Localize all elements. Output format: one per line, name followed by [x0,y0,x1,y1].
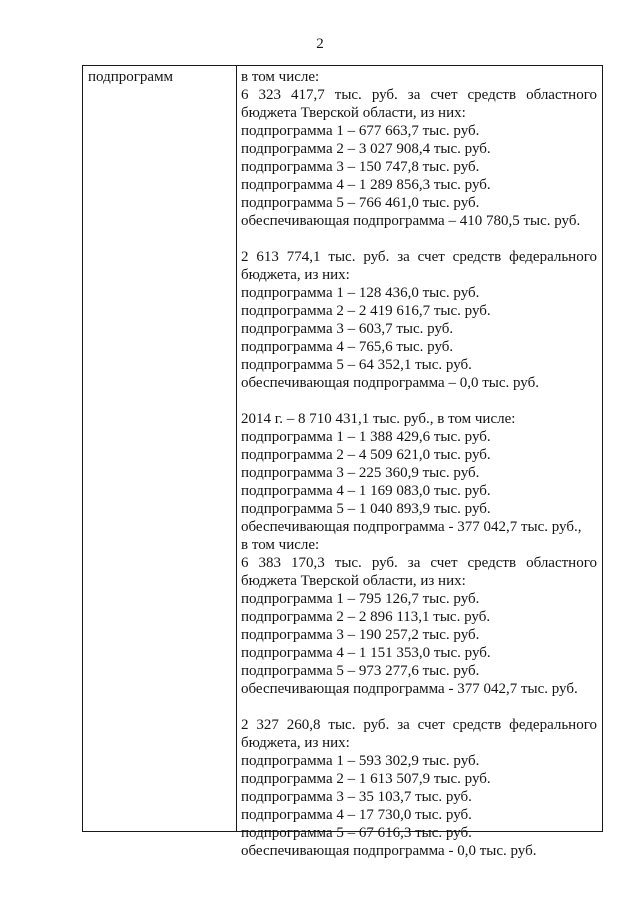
text-line: подпрограмма 2 – 3 027 908,4 тыс. руб. [241,141,491,157]
paragraph-gap [241,392,597,410]
text-line: в том числе: [241,69,320,85]
text-line: подпрограмма 3 – 35 103,7 тыс. руб. [241,789,472,805]
text-line: подпрограмма 1 – 128 436,0 тыс. руб. [241,285,480,301]
text-line: 6 383 170,3 тыс. руб. за счет средств областного [241,555,597,571]
text-line: подпрограмма 1 – 593 302,9 тыс. руб. [241,753,480,769]
text-line: подпрограмма 5 – 973 277,6 тыс. руб. [241,663,480,679]
text-line: 6 323 417,7 тыс. руб. за счет средств областного [241,87,597,103]
text-line: подпрограмма 1 – 1 388 429,6 тыс. руб. [241,429,491,445]
text-line: подпрограмма 2 – 2 896 113,1 тыс. руб. [241,609,491,625]
text-line: обеспечивающая подпрограмма – 0,0 тыс. руб. [241,375,539,391]
text-line: подпрограмма 3 – 225 360,9 тыс. руб. [241,465,480,481]
text-line: подпрограмма 4 – 1 169 083,0 тыс. руб. [241,483,491,499]
text-line: подпрограмма 2 – 4 509 621,0 тыс. руб. [241,447,491,463]
text-line: обеспечивающая подпрограмма – 410 780,5 тыс. руб. [241,213,581,229]
text-line: подпрограмма 4 – 1 151 353,0 тыс. руб. [241,645,491,661]
text-line: бюджета, из них: [241,267,350,283]
text-line: в том числе: [241,537,320,553]
table-right-cell [237,66,602,859]
text-line: подпрограмма 5 – 1 040 893,9 тыс. руб. [241,501,491,517]
text-line: подпрограмма 1 – 677 663,7 тыс. руб. [241,123,480,139]
text-line: подпрограмма 4 – 765,6 тыс. руб. [241,339,454,355]
text-line: подпрограмма 5 – 64 352,1 тыс. руб. [241,357,472,373]
text-line: подпрограмма 2 – 2 419 616,7 тыс. руб. [241,303,491,319]
text-line: подпрограмма 5 – 67 616,3 тыс. руб. [241,825,472,841]
text-line: подпрограмма 5 – 766 461,0 тыс. руб. [241,195,480,211]
text-line: подпрограмма 2 – 1 613 507,9 тыс. руб. [241,771,491,787]
text-line: подпрограмма 1 – 795 126,7 тыс. руб. [241,591,480,607]
funding-table [82,65,603,859]
text-line: подпрограмма 4 – 17 730,0 тыс. руб. [241,807,472,823]
text-line: подпрограмма 3 – 603,7 тыс. руб. [241,321,454,337]
text-line: подпрограмма 4 – 1 289 856,3 тыс. руб. [241,177,491,193]
text-line: бюджета, из них: [241,735,350,751]
left-cell-text: подпрограмм [88,69,174,85]
table-left-cell [83,66,237,831]
text-line: обеспечивающая подпрограмма - 377 042,7 тыс. руб., [241,519,582,535]
text-line: подпрограмма 3 – 190 257,2 тыс. руб. [241,627,480,643]
text-line: 2014 г. – 8 710 431,1 тыс. руб., в том числе: [241,411,516,427]
text-line: обеспечивающая подпрограмма - 0,0 тыс. руб. [241,843,537,859]
text-line: 2 613 774,1 тыс. руб. за счет средств федерального [241,249,597,265]
page-number: 2 [316,36,324,52]
text-line: бюджета Тверской области, из них: [241,573,466,589]
text-line: бюджета Тверской области, из них: [241,105,466,121]
paragraph-gap [241,698,597,716]
paragraph-gap [241,230,597,248]
text-line: 2 327 260,8 тыс. руб. за счет средств федерального [241,717,597,733]
text-line: обеспечивающая подпрограмма - 377 042,7 тыс. руб. [241,681,578,697]
text-line: подпрограмма 3 – 150 747,8 тыс. руб. [241,159,480,175]
